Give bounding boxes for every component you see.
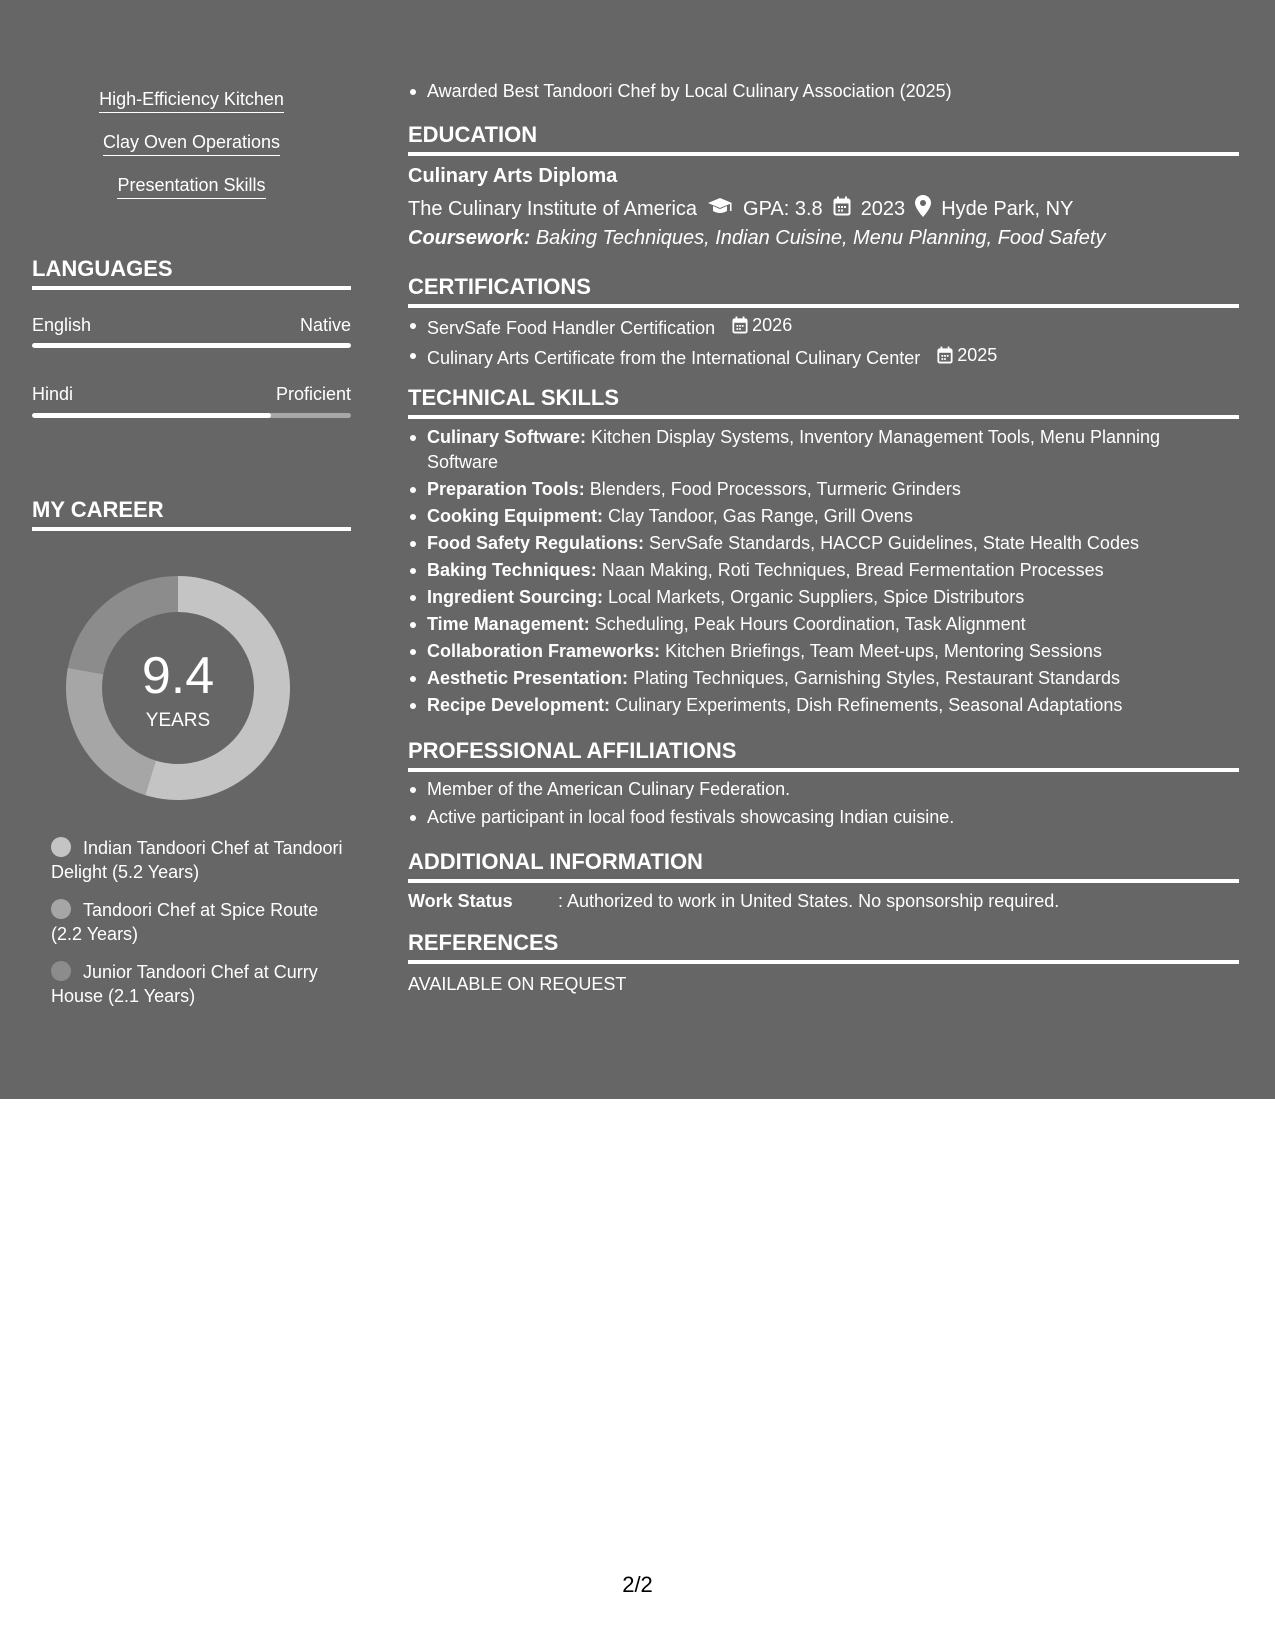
school-name: The Culinary Institute of America [408,198,698,220]
graduation-year: 2023 [860,198,906,220]
page-number: 2/2 [622,1572,653,1597]
legend-dot [51,837,71,857]
skill-label: Collaboration Frameworks: [427,641,661,661]
certification-year: 2026 [752,315,793,335]
skill-text: Kitchen Briefings, Team Meet-ups, Mentoring Sessions [665,641,1102,661]
award-item: Awarded Best Tandoori Chef by Local Culinary Association (2025) [408,80,1239,102]
awards-list [408,80,1239,102]
additional-info-heading: ADDITIONAL INFORMATION [408,849,1239,883]
career-legend-item [51,898,351,946]
education-details [408,195,1073,223]
skill-label: Ingredient Sourcing: [427,587,604,607]
language-bar-fill [32,343,351,348]
language-bar-english [32,343,351,348]
career-role-label: Tandoori Chef at Spice Route (2.2 Years) [51,900,319,944]
career-legend-item [51,960,351,1008]
strengths-list [32,88,351,217]
career-legend [51,836,351,1022]
graduation-cap-icon [707,197,733,221]
skill-text: Scheduling, Peak Hours Coordination, Task Alignment [594,614,1026,634]
references-text: AVAILABLE ON REQUEST [408,974,627,994]
career-total-unit: YEARS [145,710,211,731]
skill-item [408,477,1188,502]
affiliations-list [408,778,1239,834]
skill-text: Plating Techniques, Garnishing Styles, Restaurant Standards [633,668,1121,688]
career-legend-item [51,836,351,884]
career-heading: MY CAREER [32,497,351,531]
language-row-hindi [32,383,351,405]
skills-list [408,425,1188,720]
skill-item [408,531,1188,556]
education-heading: EDUCATION [408,122,1239,156]
affiliation-item: Active participant in local food festivals showcasing Indian cuisine. [408,806,1239,828]
work-status-row [408,890,1059,912]
skills-heading: TECHNICAL SKILLS [408,385,1239,419]
skill-label: Culinary Software: [427,427,587,447]
certification-name: ServSafe Food Handler Certification [427,318,716,338]
certification-item [408,314,1239,339]
certification-item [408,344,1239,369]
school-location: Hyde Park, NY [941,198,1074,220]
skill-label: Time Management: [427,614,590,634]
language-bar-fill [32,413,271,418]
coursework [408,226,1105,250]
affiliations-heading: PROFESSIONAL AFFILIATIONS [408,738,1239,772]
skill-label: Recipe Development: [427,695,611,715]
skill-item [408,425,1188,475]
certification-year-wrap [937,344,997,366]
references-heading: REFERENCES [408,930,1239,964]
skill-item [408,666,1188,691]
degree-title: Culinary Arts Diploma [408,165,618,187]
skill-text: Clay Tandoor, Gas Range, Grill Ovens [608,506,913,526]
career-total-value: 9.4 [141,647,215,705]
languages-heading: LANGUAGES [32,256,351,290]
map-pin-icon [915,195,931,223]
skill-text: Blenders, Food Processors, Turmeric Grinders [589,479,961,499]
skill-text: Naan Making, Roti Techniques, Bread Fermentation Processes [601,560,1104,580]
skill-text: Culinary Experiments, Dish Refinements, Seasonal Adaptations [615,695,1123,715]
skill-label: Baking Techniques: [427,560,597,580]
coursework-label: Coursework: [408,227,531,249]
strength-item: Clay Oven Operations [103,131,280,156]
skill-item [408,693,1188,718]
language-level: Native [299,315,351,335]
certifications-heading: CERTIFICATIONS [408,274,1239,308]
language-name: English [32,315,92,335]
work-status-label: Work Status [408,891,513,911]
skill-item [408,585,1188,610]
skill-label: Aesthetic Presentation: [427,668,629,688]
certification-year: 2025 [957,345,998,365]
work-status-value: : Authorized to work in United States. No sponsorship required. [558,891,1060,911]
career-role-label: Junior Tandoori Chef at Curry House (2.1 Years) [51,962,318,1006]
language-bar-hindi [32,413,351,418]
skill-item [408,558,1188,583]
language-name: Hindi [32,384,74,404]
calendar-icon [833,196,851,222]
strength-item: Presentation Skills [117,174,265,199]
skill-text: Kitchen Display Systems, Inventory Management Tools, Menu Planning Software [427,427,1161,472]
coursework-list: Baking Techniques, Indian Cuisine, Menu Planning, Food Safety [535,227,1106,249]
skill-text: Local Markets, Organic Suppliers, Spice Distributors [608,587,1025,607]
career-donut-chart [66,576,290,800]
skill-label: Preparation Tools: [427,479,585,499]
legend-dot [51,961,71,981]
gpa-value: GPA: 3.8 [743,198,823,220]
language-level: Proficient [275,384,351,404]
skill-label: Food Safety Regulations: [427,533,645,553]
skill-item [408,612,1188,637]
certification-year-wrap [732,314,792,336]
certification-name: Culinary Arts Certificate from the International Culinary Center [427,348,921,368]
skill-label: Cooking Equipment: [427,506,603,526]
legend-dot [51,899,71,919]
calendar-icon [732,316,748,334]
certifications-list [408,314,1239,374]
calendar-icon [937,346,953,364]
language-row-english [32,314,351,336]
career-role-label: Indian Tandoori Chef at Tandoori Delight (5.2 Years) [51,838,343,882]
skill-item [408,639,1188,664]
skill-item [408,504,1188,529]
skill-text: ServSafe Standards, HACCP Guidelines, State Health Codes [649,533,1139,553]
strength-item: High-Efficiency Kitchen [99,88,284,113]
affiliation-item: Member of the American Culinary Federation. [408,778,1239,800]
